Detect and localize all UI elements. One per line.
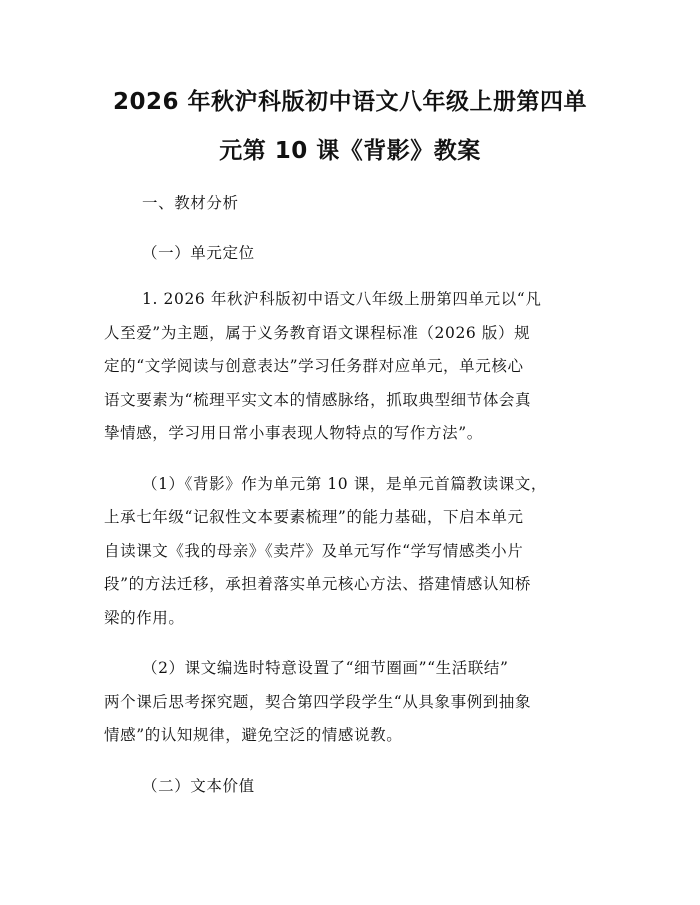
paragraph-line: 人至爱”为主题，属于义务教育语文课程标准（2026 版）规 [104, 324, 531, 342]
paragraph-line: 两个课后思考探究题，契合第四学段学生“从具象事例到抽象 [104, 693, 532, 711]
section-heading-textbook-analysis: 一、教材分析 [142, 194, 239, 212]
paragraph-line: （2）课文编选时特意设置了“细节圈画”“生活联结” [142, 659, 509, 677]
paragraph-line: 挚情感，学习用日常小事表现人物特点的写作方法”。 [104, 424, 483, 442]
paragraph-line: 上承七年级“记叙性文本要素梳理”的能力基础，下启本单元 [104, 508, 524, 526]
paragraph-line: 梁的作用。 [104, 609, 185, 627]
paragraph-line: 1. 2026 年秋沪科版初中语文八年级上册第四单元以“凡 [142, 290, 542, 308]
document-title-line-1: 2026 年秋沪科版初中语文八年级上册第四单 [112, 89, 588, 115]
paragraph-line: 段”的方法迁移，承担着落实单元核心方法、搭建情感认知桥 [104, 575, 532, 593]
paragraph-line: 语文要素为“梳理平实文本的情感脉络，抓取典型细节体会真 [104, 391, 532, 409]
document-title-line-2: 元第 10 课《背影》教案 [219, 138, 481, 164]
subsection-heading-text-value: （二）文本价值 [142, 777, 255, 795]
subsection-heading-unit-positioning: （一）单元定位 [142, 244, 255, 262]
paragraph-line: 情感”的认知规律，避免空泛的情感说教。 [104, 726, 403, 744]
paragraph-line: （1）《背影》作为单元第 10 课，是单元首篇教读课文， [142, 475, 547, 493]
paragraph-line: 定的“文学阅读与创意表达”学习任务群对应单元，单元核心 [104, 357, 524, 375]
paragraph-line: 自读课文《我的母亲》《卖芹》及单元写作“学写情感类小片 [104, 542, 524, 560]
